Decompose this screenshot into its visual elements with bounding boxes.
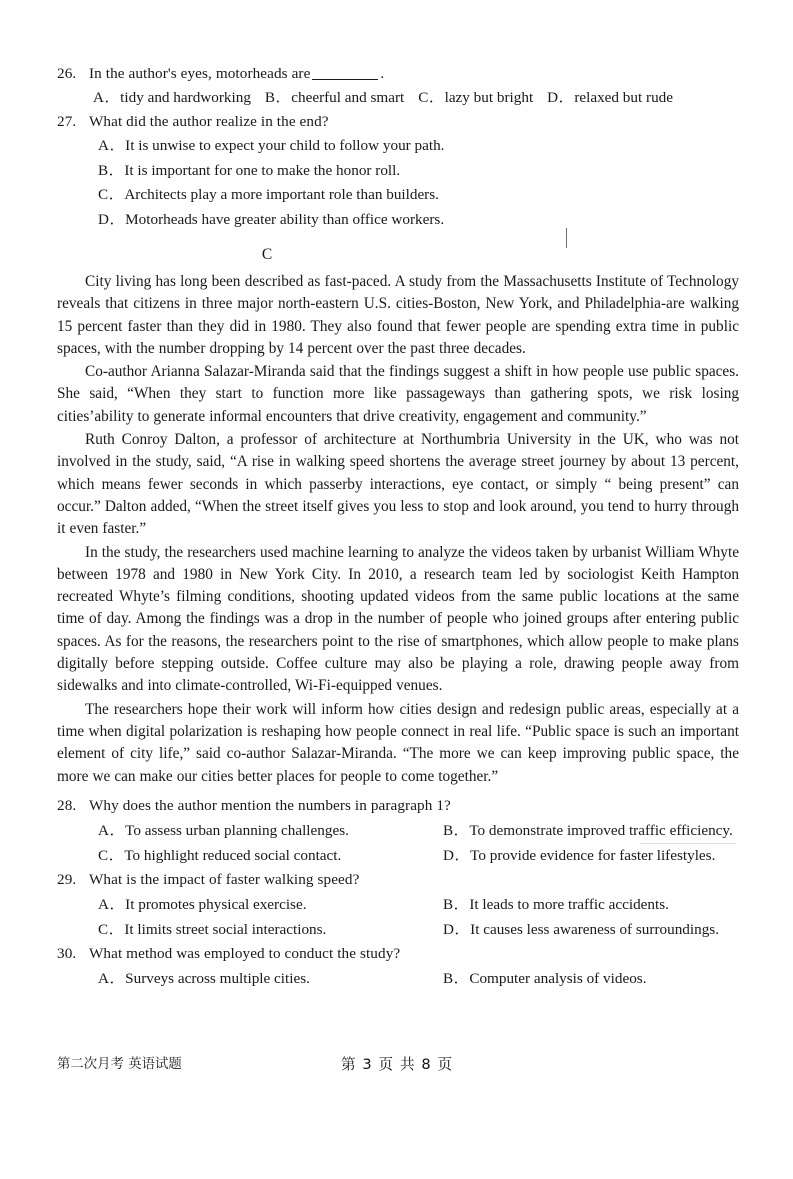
question-28-options-row-2 <box>57 843 739 868</box>
option-29-a[interactable] <box>98 892 443 917</box>
option-28-c-text: To highlight reduced social contact. <box>124 846 342 864</box>
option-27-c-key: C． <box>98 186 125 203</box>
question-26-number: 26. <box>57 65 77 82</box>
option-28-a-text: To assess urban planning challenges. <box>125 821 349 839</box>
option-27-b-text: It is important for one to make the honor roll. <box>124 161 401 179</box>
question-30 <box>57 942 739 966</box>
question-29-number: 29. <box>57 870 77 888</box>
option-26-c-key: C． <box>418 89 445 106</box>
option-26-a[interactable] <box>93 89 251 106</box>
answer-blank-26 <box>312 79 378 80</box>
question-27 <box>57 110 739 134</box>
option-26-d-text: relaxed but rude <box>574 89 674 106</box>
option-30-b-key: B． <box>443 969 470 987</box>
question-28-stem: Why does the author mention the numbers in paragraph 1? <box>89 796 451 814</box>
passage-paragraph-3: Ruth Conroy Dalton, a professor of architecture at Northumbria University in the UK, who was not involved in the study, said, “A rise in walking speed shortens the average street journey by about 13 percent, which means fewer seconds in which passerby interactions, eye contact, or simply “ being present” can occur.” Dalton added, “When the street itself gives you less to stop and look around, you tend to hurry through it even faster.” <box>57 431 739 538</box>
option-29-d-text: It causes less awareness of surroundings. <box>470 920 719 938</box>
option-26-b[interactable] <box>265 89 404 106</box>
option-28-a[interactable] <box>98 818 443 843</box>
question-29-stem: What is the impact of faster walking speed? <box>89 870 360 888</box>
page-content <box>57 62 739 991</box>
option-29-b-key: B． <box>443 895 470 913</box>
option-28-d-key: D． <box>443 846 471 864</box>
option-26-d[interactable] <box>547 89 673 106</box>
option-27-b[interactable] <box>57 159 739 184</box>
option-29-b-text: It leads to more traffic accidents. <box>469 895 669 913</box>
option-29-a-key: A． <box>98 895 126 913</box>
option-26-b-key: B． <box>264 89 292 106</box>
option-26-b-text: cheerful and smart <box>291 89 405 106</box>
scan-streak-artifact <box>640 843 736 844</box>
question-27-number: 27. <box>57 113 77 130</box>
option-29-c-text: It limits street social interactions. <box>124 920 327 938</box>
option-28-c[interactable] <box>98 843 443 868</box>
option-29-c[interactable] <box>98 917 443 942</box>
option-29-d-key: D． <box>443 920 471 938</box>
question-26-options <box>57 86 739 110</box>
question-28-number: 28. <box>57 796 77 814</box>
passage-paragraph-2: Co-author Arianna Salazar-Miranda said that the findings suggest a shift in how people use public spaces. She said, “When they start to function more like passageways than gathering spots, we risk losing cities’ability to generate informal encounters that drive creativity, engagement and community.” <box>57 363 739 425</box>
option-28-c-key: C． <box>98 846 125 864</box>
option-26-c[interactable] <box>418 89 533 106</box>
option-28-d[interactable] <box>443 843 739 868</box>
option-29-b[interactable] <box>443 892 739 917</box>
option-27-d-text: Motorheads have greater ability than office workers. <box>125 210 445 228</box>
option-27-a-text: It is unwise to expect your child to follow your path. <box>125 137 445 154</box>
option-26-a-key: A． <box>93 89 121 106</box>
question-28-options-row-1 <box>57 818 739 843</box>
question-29-options-row-1 <box>57 892 739 917</box>
option-30-a-key: A． <box>98 969 126 987</box>
passage-paragraph-5: The researchers hope their work will inform how cities design and redesign public areas, especially at a time when digital polarization is reshaping how people connect in real life. “Public space is such an important element of city life,” said co-author Salazar-Miranda. “The more we can keep improving public space, the more we can make our cities better places for people to come together.” <box>57 700 739 785</box>
question-26 <box>57 62 739 86</box>
option-30-a-text: Surveys across multiple cities. <box>125 969 310 987</box>
option-29-c-key: C． <box>98 920 125 938</box>
option-27-c-text: Architects play a more important role than builders. <box>124 186 439 203</box>
question-30-stem: What method was employed to conduct the study? <box>89 944 401 962</box>
option-26-c-text: lazy but bright <box>444 89 534 106</box>
passage-section-letter: C <box>261 246 273 263</box>
option-27-d[interactable] <box>57 208 739 233</box>
question-28 <box>57 794 739 818</box>
option-28-b-key: B． <box>443 821 470 839</box>
question-26-stem-tail: . <box>380 65 385 82</box>
option-27-c[interactable] <box>57 183 739 208</box>
option-30-b[interactable] <box>443 966 739 991</box>
option-28-b-text: To demonstrate improved traffic efficiency. <box>469 821 733 839</box>
option-27-d-key: D． <box>98 210 126 228</box>
question-27-stem: What did the author realize in the end? <box>89 113 329 130</box>
question-26-stem: In the author's eyes, motorheads are <box>89 65 311 82</box>
option-29-a-text: It promotes physical exercise. <box>125 895 307 913</box>
option-30-b-text: Computer analysis of videos. <box>469 969 647 987</box>
option-27-a-key: A． <box>98 137 126 154</box>
question-29 <box>57 868 739 892</box>
option-27-b-key: B． <box>98 161 125 179</box>
footer-exam-title: 第二次月考 英语试题 <box>57 1057 182 1072</box>
scan-tick-artifact <box>566 228 567 248</box>
question-29-options-row-2 <box>57 917 739 942</box>
option-30-a[interactable] <box>98 966 443 991</box>
footer-page-number: 第 3 页 共 8 页 <box>341 1056 454 1073</box>
option-26-a-text: tidy and hardworking <box>120 89 251 106</box>
option-27-a[interactable] <box>57 134 739 159</box>
option-28-a-key: A． <box>98 821 126 839</box>
passage-paragraph-4: In the study, the researchers used machine learning to analyze the videos taken by urbanist William Whyte between 1978 and 1980 in New York City. In 2010, a research team led by sociologist Keith Hampton recreated Whyte’s filming conditions, shooting updated videos from the same public locations at the same time of day. Among the findings was a drop in the number of people who joined groups after entering public spaces. As for the reasons, the researchers point to the rise of smartphones, which allow people to make plans digitally before stepping outside. Coffee culture may also be playing a role, drawing people away from sidewalks and into climate-controlled, Wi-Fi-equipped venues. <box>57 543 739 695</box>
question-30-number: 30. <box>57 944 77 962</box>
option-28-d-text: To provide evidence for faster lifestyles. <box>470 846 716 864</box>
option-26-d-key: D． <box>547 89 575 106</box>
passage-paragraph-1: City living has long been described as fast-paced. A study from the Massachusetts Institute of Technology reveals that citizens in three major north-eastern U.S. cities-Boston, New York, and Philadelphia-are walking 15 percent faster than they did in 1980. They also found that fewer people are spending extra time in public spaces, with the number dropping by 14 percent over the past three decades. <box>57 273 739 357</box>
option-29-d[interactable] <box>443 917 739 942</box>
page-footer <box>57 1055 739 1077</box>
question-30-options-row-1 <box>57 966 739 991</box>
option-28-b[interactable] <box>443 818 739 843</box>
